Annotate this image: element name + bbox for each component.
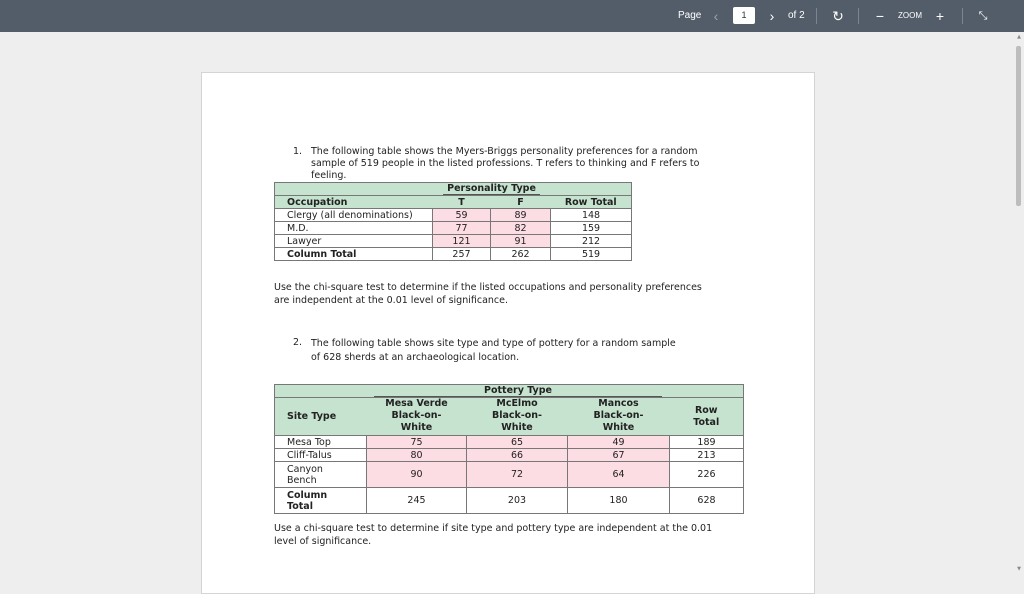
rotate-icon[interactable]: ↻: [832, 8, 844, 24]
cell-value: 226: [670, 462, 744, 488]
cell-value: 628: [670, 488, 744, 514]
cell-value: 159: [551, 222, 632, 235]
row-label: Clergy (all denominations): [275, 209, 433, 222]
table-row: [275, 209, 632, 222]
cell-value: 89: [491, 209, 551, 222]
column-header: Site Type: [275, 398, 367, 436]
question-line: of 628 sherds at an archaeological location.: [311, 351, 520, 363]
prev-page-icon[interactable]: ‹: [713, 8, 719, 24]
question-line: The following table shows the Myers-Briggs personality preferences for a random: [311, 146, 698, 157]
page-total: of 2: [788, 10, 805, 21]
toolbar-divider: [858, 8, 859, 24]
table-row: [275, 449, 744, 462]
cell-value: 66: [467, 449, 568, 462]
cell-value: 67: [568, 449, 670, 462]
cell-value: 72: [467, 462, 568, 488]
column-header: McElmo Black-on- White: [467, 398, 568, 436]
zoom-in-icon[interactable]: +: [935, 8, 945, 24]
document-page: [201, 72, 815, 594]
row-label: Cliff-Talus: [275, 449, 367, 462]
row-label: Mesa Top: [275, 436, 367, 449]
question-2-instruction: [274, 523, 794, 548]
cell-value: 189: [670, 436, 744, 449]
table-row: [275, 222, 632, 235]
column-header: T: [433, 196, 491, 209]
question-line: The following table shows site type and type of pottery for a random sample: [311, 338, 676, 349]
pdf-toolbar: [0, 0, 1024, 32]
table-header-row: [275, 183, 632, 196]
cell-value: 519: [551, 248, 632, 261]
row-label: Canyon Bench: [275, 462, 367, 488]
toolbar-divider: [816, 8, 817, 24]
group-header: Personality Type: [443, 183, 540, 195]
column-header: F: [491, 196, 551, 209]
page-label: Page: [678, 10, 702, 21]
cell-value: 262: [491, 248, 551, 261]
personality-table: [274, 182, 632, 261]
zoom-out-icon[interactable]: −: [875, 8, 885, 24]
row-label: M.D.: [275, 222, 433, 235]
cell-value: 245: [367, 488, 467, 514]
cell-value: 80: [367, 449, 467, 462]
column-header: Row Total: [670, 398, 744, 436]
table-row: [275, 436, 744, 449]
cell-value: 77: [433, 222, 491, 235]
scrollbar-thumb[interactable]: [1016, 46, 1021, 206]
cell-value: 180: [568, 488, 670, 514]
group-header: Pottery Type: [374, 385, 662, 397]
cell-value: 82: [491, 222, 551, 235]
instruction-line: Use the chi-square test to determine if the listed occupations and personality preferences: [274, 282, 702, 293]
cell-value: 121: [433, 235, 491, 248]
instruction-line: are independent at the 0.01 level of significance.: [274, 294, 509, 306]
zoom-label: ZOOM: [898, 11, 922, 20]
table-header-row: [275, 385, 744, 398]
question-number: 2.: [293, 337, 303, 348]
question-line: feeling.: [311, 170, 347, 182]
question-1-instruction: [274, 282, 794, 307]
cell-value: 213: [670, 449, 744, 462]
row-label: Column Total: [275, 488, 367, 514]
row-label: Lawyer: [275, 235, 433, 248]
table-total-row: [275, 248, 632, 261]
question-line: sample of 519 people in the listed professions. T refers to thinking and F refers to: [311, 158, 700, 170]
table-row: [275, 462, 744, 488]
instruction-line: Use a chi-square test to determine if site type and pottery type are independent at the 0.01: [274, 523, 713, 534]
scroll-up-icon[interactable]: ▲: [1017, 34, 1021, 40]
column-header: Mancos Black-on- White: [568, 398, 670, 436]
next-page-icon[interactable]: ›: [769, 8, 775, 24]
instruction-line: level of significance.: [274, 535, 372, 547]
cell-value: 257: [433, 248, 491, 261]
fit-page-icon[interactable]: ⤡: [978, 10, 988, 22]
cell-value: 65: [467, 436, 568, 449]
cell-value: 90: [367, 462, 467, 488]
cell-value: 212: [551, 235, 632, 248]
column-header: Row Total: [551, 196, 632, 209]
table-header-row: [275, 196, 632, 209]
scroll-down-icon[interactable]: ▼: [1017, 566, 1021, 572]
cell-value: 91: [491, 235, 551, 248]
table-row: [275, 235, 632, 248]
table-header-row: [275, 398, 744, 436]
toolbar-divider: [962, 8, 963, 24]
question-number: 1.: [293, 146, 303, 157]
cell-value: 59: [433, 209, 491, 222]
table-total-row: [275, 488, 744, 514]
row-label: Column Total: [275, 248, 433, 261]
pottery-table: [274, 384, 744, 514]
column-header: Mesa Verde Black-on- White: [367, 398, 467, 436]
cell-value: 49: [568, 436, 670, 449]
cell-value: 75: [367, 436, 467, 449]
cell-value: 203: [467, 488, 568, 514]
page-number-input[interactable]: 1: [733, 7, 755, 24]
cell-value: 148: [551, 209, 632, 222]
column-header: Occupation: [275, 196, 433, 209]
cell-value: 64: [568, 462, 670, 488]
